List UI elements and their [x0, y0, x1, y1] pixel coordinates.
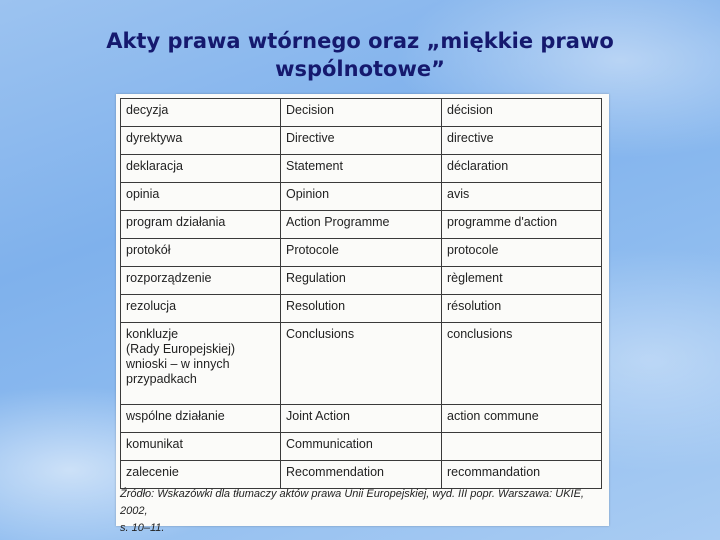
english-term: Protocole [281, 239, 442, 267]
terms-table [120, 98, 602, 489]
source-line-2: s. 10–11. [120, 522, 165, 534]
polish-term: wspólne działanie [121, 405, 281, 433]
french-term: avis [442, 183, 602, 211]
table-row [121, 405, 602, 433]
french-term: directive [442, 127, 602, 155]
french-term: déclaration [442, 155, 602, 183]
polish-term: rezolucja [121, 295, 281, 323]
english-term: Communication [281, 433, 442, 461]
polish-term: rozporządzenie [121, 267, 281, 295]
french-term: recommandation [442, 461, 602, 489]
table-row [121, 239, 602, 267]
title-line-1: Akty prawa wtórnego oraz „miękkie prawo [106, 29, 614, 53]
polish-term: protokół [121, 239, 281, 267]
french-term: conclusions [442, 323, 602, 405]
english-term: Conclusions [281, 323, 442, 405]
polish-term: dyrektywa [121, 127, 281, 155]
english-term: Resolution [281, 295, 442, 323]
table-row [121, 127, 602, 155]
french-term: action commune [442, 405, 602, 433]
french-term: protocole [442, 239, 602, 267]
english-term: Decision [281, 99, 442, 127]
polish-term-line: przypadkach [126, 372, 197, 386]
table-row [121, 211, 602, 239]
table-row [121, 267, 602, 295]
polish-term: komunikat [121, 433, 281, 461]
french-term: règlement [442, 267, 602, 295]
table-row [121, 323, 602, 405]
polish-term: decyzja [121, 99, 281, 127]
table-row [121, 155, 602, 183]
polish-term-line: (Rady Europejskiej) [126, 342, 236, 356]
english-term: Action Programme [281, 211, 442, 239]
table-row [121, 183, 602, 211]
english-term: Statement [281, 155, 442, 183]
french-term: programme d'action [442, 211, 602, 239]
english-term: Joint Action [281, 405, 442, 433]
table-row [121, 433, 602, 461]
table-row [121, 99, 602, 127]
english-term: Opinion [281, 183, 442, 211]
french-term [442, 433, 602, 461]
french-term: décision [442, 99, 602, 127]
polish-term: deklaracja [121, 155, 281, 183]
table-row [121, 461, 602, 489]
english-term: Regulation [281, 267, 442, 295]
english-term: Directive [281, 127, 442, 155]
table-row [121, 295, 602, 323]
polish-term-line: wnioski – w innych [126, 357, 230, 371]
polish-term-multiline [121, 323, 281, 405]
source-citation [120, 486, 606, 537]
polish-term: zalecenie [121, 461, 281, 489]
slide-title [60, 27, 660, 83]
polish-term: program działania [121, 211, 281, 239]
french-term: résolution [442, 295, 602, 323]
title-line-2: wspólnotowe” [275, 57, 445, 81]
source-line-1: Źródło: Wskazówki dla tłumaczy aktów prawa Unii Europejskiej, wyd. III popr. Warszawa: UKIE, 2002, [120, 488, 584, 517]
polish-term-line: konkluzje [126, 327, 179, 341]
scanned-table-image [116, 94, 609, 534]
polish-term: opinia [121, 183, 281, 211]
english-term: Recommendation [281, 461, 442, 489]
